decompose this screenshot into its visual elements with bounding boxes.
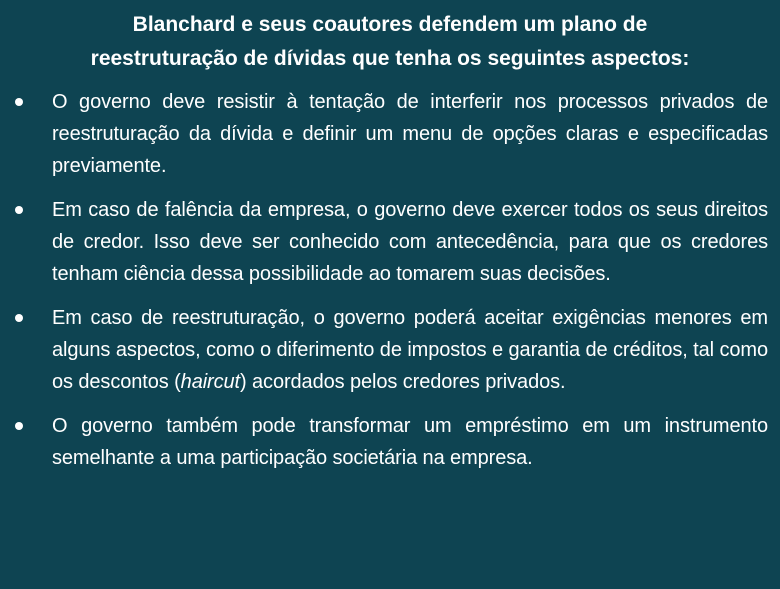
bullet-text-1: O governo deve resistir à tentação de interferir nos processos privados de reestruturação da dívida e definir um menu de opções claras e especificadas previamente. bbox=[52, 91, 768, 177]
bullet-dot-icon bbox=[15, 422, 23, 430]
bullet-text-4: O governo também pode transformar um empréstimo em um instrumento semelhante a uma participação societária na empresa. bbox=[52, 415, 768, 469]
haircut-term: haircut bbox=[180, 371, 241, 393]
bullet-dot-icon bbox=[15, 206, 23, 214]
bullet-dot-icon bbox=[15, 314, 23, 322]
panel-title bbox=[12, 8, 768, 76]
bullet-text-3-before: Em caso de reestruturação, o governo poderá aceitar exigências menores em alguns aspectos, como o diferimento de impostos e garantia de créditos, tal como os descontos ( bbox=[52, 307, 768, 393]
title-line-1: Blanchard e seus coautores defendem um plano de bbox=[132, 13, 648, 36]
bullet-text-3 bbox=[52, 302, 768, 398]
bullet-item-1 bbox=[12, 86, 768, 182]
bullet-list bbox=[12, 86, 768, 474]
title-line-2: reestruturação de dívidas que tenha os seguintes aspectos: bbox=[90, 47, 690, 70]
bullet-item-4 bbox=[12, 410, 768, 474]
bullet-item-2 bbox=[12, 194, 768, 290]
bullet-dot-icon bbox=[15, 98, 23, 106]
bullet-text-2: Em caso de falência da empresa, o governo deve exercer todos os seus direitos de credor. Isso deve ser conhecido com antecedência, para que os credores tenham ciência dessa possibilidade ao tomarem suas decisões. bbox=[52, 199, 768, 285]
bullet-item-3 bbox=[12, 302, 768, 398]
bullet-text-3-after: ) acordados pelos credores privados. bbox=[240, 371, 566, 393]
